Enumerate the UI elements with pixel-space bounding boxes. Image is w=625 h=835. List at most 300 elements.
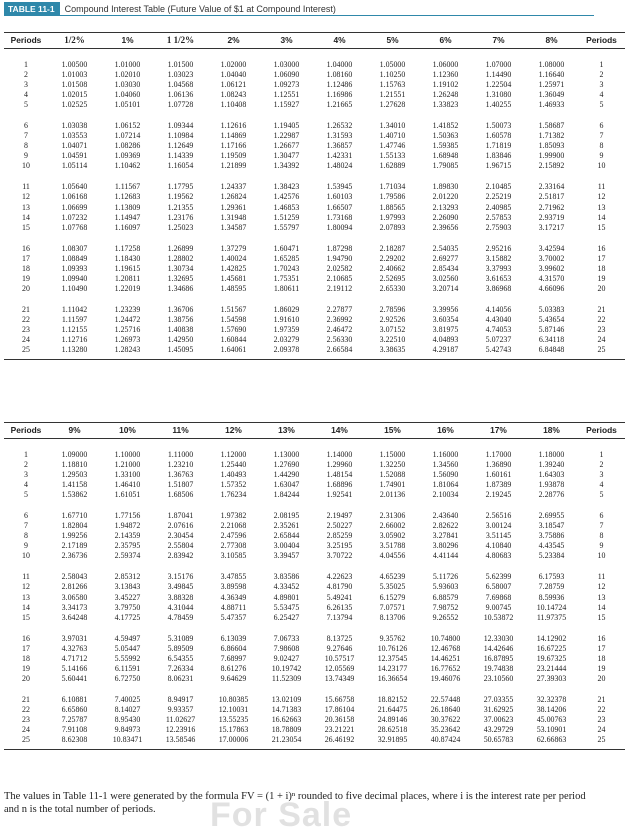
value-cell: 1.17795 <box>167 182 194 192</box>
value-cell: 1.31948 <box>220 212 247 222</box>
value-cell: 10.76126 <box>377 643 408 653</box>
value-cell: 1.83846 <box>485 151 512 161</box>
value-cell: 1.70243 <box>273 263 300 273</box>
value-cell: 45.00763 <box>536 715 567 725</box>
period-cell: 21 <box>597 304 606 314</box>
value-cell: 5.05447 <box>114 643 141 653</box>
value-cell: 1.23210 <box>167 459 194 469</box>
value-cell: 1.16097 <box>114 222 141 232</box>
rate-column-header: 1 1/2% <box>154 33 207 49</box>
value-cell: 4.32763 <box>61 643 88 653</box>
value-cell: 53.10901 <box>536 725 567 735</box>
period-cell: 10 <box>597 161 606 171</box>
value-cell: 1.52088 <box>379 469 406 479</box>
table-row <box>4 572 625 582</box>
value-cell: 1.19405 <box>273 121 300 131</box>
value-cell: 9.93357 <box>167 704 194 714</box>
value-cell: 8.59936 <box>538 592 565 602</box>
period-cell: 5 <box>599 490 604 500</box>
value-cell: 1.07214 <box>114 131 141 141</box>
value-cell: 9.26552 <box>432 612 459 622</box>
value-cell: 1.46853 <box>273 202 300 212</box>
table-row <box>4 80 625 90</box>
value-cell: 1.60161 <box>485 469 512 479</box>
period-cell: 9 <box>24 151 28 161</box>
value-cell: 1.71034 <box>379 182 406 192</box>
value-cell: 5.87146 <box>538 325 565 335</box>
value-cell: 1.29503 <box>61 469 88 479</box>
value-cell: 2.65844 <box>273 531 300 541</box>
value-cell: 1.21355 <box>167 202 194 212</box>
value-cell: 16.87895 <box>483 653 514 663</box>
period-cell: 2 <box>599 69 604 79</box>
value-cell: 1.19509 <box>220 151 247 161</box>
value-cell: 1.25023 <box>167 222 194 232</box>
value-cell: 11.97375 <box>536 612 567 622</box>
table-footnote: The values in Table 11-1 were generated by the formula FV = (1 + i)ⁿ rounded to five decimal places, where i is the interest rate per period and n is the total number of periods. <box>4 791 586 815</box>
period-cell: 12 <box>597 582 606 592</box>
value-cell: 1.87389 <box>485 480 512 490</box>
value-cell: 3.18547 <box>538 521 565 531</box>
value-cell: 2.10034 <box>432 490 459 500</box>
value-cell: 1.01508 <box>61 79 88 89</box>
value-cell: 1.23239 <box>114 304 141 314</box>
period-cell: 9 <box>599 541 604 551</box>
value-cell: 24.89146 <box>377 715 408 725</box>
period-cell: 21 <box>597 694 606 704</box>
value-cell: 12.23916 <box>165 725 196 735</box>
value-cell: 4.29187 <box>432 345 459 355</box>
value-cell: 1.37279 <box>220 243 247 253</box>
value-cell: 1.14339 <box>167 151 194 161</box>
value-cell: 2.26090 <box>432 212 459 222</box>
value-cell: 5.14166 <box>61 663 88 673</box>
table-row <box>4 223 625 233</box>
value-cell: 1.46410 <box>114 480 141 490</box>
spacer-cell <box>4 49 625 60</box>
value-cell: 3.81975 <box>432 325 459 335</box>
value-cell: 3.70002 <box>538 253 565 263</box>
value-cell: 1.02525 <box>61 100 88 110</box>
value-cell: 6.88579 <box>432 592 459 602</box>
value-cell: 1.24472 <box>114 314 141 324</box>
group-spacer <box>4 684 625 695</box>
value-cell: 9.84973 <box>114 725 141 735</box>
value-cell: 2.66584 <box>326 345 353 355</box>
period-cell: 23 <box>22 325 30 335</box>
value-cell: 2.85434 <box>432 263 459 273</box>
value-cell: 1.76234 <box>220 490 247 500</box>
value-cell: 1.16640 <box>538 69 565 79</box>
value-cell: 5.07237 <box>485 335 512 345</box>
value-cell: 9.00745 <box>485 602 512 612</box>
period-cell: 22 <box>22 704 30 714</box>
value-cell: 1.55133 <box>379 151 406 161</box>
table-row <box>4 541 625 551</box>
period-cell: 7 <box>24 521 28 531</box>
period-cell: 16 <box>597 243 606 253</box>
value-cell: 1.75351 <box>273 273 300 283</box>
value-cell: 3.39457 <box>273 551 300 561</box>
value-cell: 3.00404 <box>273 541 300 551</box>
period-cell: 10 <box>22 551 30 561</box>
value-cell: 9.27646 <box>326 643 353 653</box>
value-cell: 1.23176 <box>167 212 194 222</box>
value-cell: 1.05640 <box>61 182 88 192</box>
value-cell: 1.22019 <box>114 283 141 293</box>
value-cell: 27.39303 <box>536 673 567 683</box>
value-cell: 37.00623 <box>483 715 514 725</box>
value-cell: 1.27690 <box>273 459 300 469</box>
value-cell: 7.13794 <box>326 612 353 622</box>
value-cell: 1.36706 <box>167 304 194 314</box>
value-cell: 1.59385 <box>432 141 459 151</box>
value-cell: 1.12155 <box>61 325 88 335</box>
value-cell: 1.38423 <box>273 182 300 192</box>
value-cell: 3.47855 <box>220 572 247 582</box>
value-cell: 1.41852 <box>432 121 459 131</box>
value-cell: 1.12683 <box>114 192 141 202</box>
value-cell: 14.23177 <box>377 663 408 673</box>
value-cell: 5.62399 <box>485 572 512 582</box>
value-cell: 1.60471 <box>273 243 300 253</box>
period-cell: 12 <box>22 582 30 592</box>
table-row <box>4 264 625 274</box>
value-cell: 1.36763 <box>167 469 194 479</box>
value-cell: 1.08243 <box>220 90 247 100</box>
period-cell: 11 <box>597 572 606 582</box>
value-cell: 17.86104 <box>324 704 355 714</box>
value-cell: 2.27877 <box>326 304 353 314</box>
period-cell: 15 <box>22 222 30 232</box>
period-cell: 1 <box>599 59 604 69</box>
value-cell: 3.75886 <box>538 531 565 541</box>
value-cell: 4.78459 <box>167 612 194 622</box>
value-cell: 14.42646 <box>483 643 514 653</box>
rate-column-header: 12% <box>207 423 260 439</box>
value-cell: 1.08849 <box>61 253 88 263</box>
value-cell: 1.41158 <box>61 480 88 490</box>
group-spacer <box>4 562 625 573</box>
period-cell: 15 <box>597 612 606 622</box>
value-cell: 1.10250 <box>379 69 406 79</box>
value-cell: 2.19497 <box>326 511 353 521</box>
rate-column-header: 9% <box>48 423 101 439</box>
value-cell: 10.74800 <box>430 633 461 643</box>
value-cell: 1.54598 <box>220 314 247 324</box>
value-cell: 1.09000 <box>61 449 88 459</box>
table-header-row <box>4 423 625 439</box>
period-cell: 11 <box>22 182 30 192</box>
value-cell: 2.55804 <box>167 541 194 551</box>
value-cell: 2.10685 <box>326 273 353 283</box>
value-cell: 19.74838 <box>483 663 514 673</box>
value-cell: 1.88565 <box>379 202 406 212</box>
value-cell: 7.91108 <box>61 725 88 735</box>
value-cell: 1.92541 <box>326 490 353 500</box>
table-row <box>4 284 625 294</box>
value-cell: 23.21444 <box>536 663 567 673</box>
value-cell: 1.04071 <box>61 141 88 151</box>
value-cell: 4.81790 <box>326 582 353 592</box>
value-cell: 1.07232 <box>61 212 88 222</box>
period-cell: 24 <box>597 335 606 345</box>
value-cell: 1.42331 <box>326 151 353 161</box>
value-cell: 1.96715 <box>485 161 512 171</box>
period-cell: 24 <box>22 335 30 345</box>
value-cell: 3.60354 <box>432 314 459 324</box>
rule-cell <box>4 745 625 750</box>
value-cell: 2.58043 <box>61 572 88 582</box>
value-cell: 13.02109 <box>271 694 302 704</box>
period-cell: 22 <box>597 704 606 714</box>
table-row <box>4 70 625 80</box>
value-cell: 1.64303 <box>538 469 565 479</box>
table-row <box>4 593 625 603</box>
rate-column-header: 16% <box>419 423 472 439</box>
value-cell: 1.25440 <box>220 459 247 469</box>
value-cell: 1.22504 <box>485 79 512 89</box>
value-cell: 1.25971 <box>538 79 565 89</box>
value-cell: 1.40838 <box>167 325 194 335</box>
value-cell: 5.11726 <box>432 572 459 582</box>
value-cell: 3.79750 <box>114 602 141 612</box>
value-cell: 17.00006 <box>218 735 249 745</box>
value-cell: 1.39240 <box>538 459 565 469</box>
value-cell: 1.14869 <box>220 131 247 141</box>
value-cell: 1.06090 <box>273 69 300 79</box>
rate-column-header: 6% <box>419 33 472 49</box>
period-cell: 25 <box>597 345 606 355</box>
value-cell: 3.17217 <box>538 222 565 232</box>
value-cell: 9.35762 <box>379 633 406 643</box>
value-cell: 3.06580 <box>61 592 88 602</box>
value-cell: 3.86968 <box>485 283 512 293</box>
value-cell: 7.68997 <box>220 653 247 663</box>
table-row <box>4 213 625 223</box>
value-cell: 1.11567 <box>114 182 141 192</box>
period-cell: 23 <box>597 715 606 725</box>
value-cell: 1.28802 <box>167 253 194 263</box>
period-cell: 8 <box>599 141 604 151</box>
value-cell: 1.06699 <box>61 202 88 212</box>
value-cell: 2.21068 <box>220 521 247 531</box>
value-cell: 5.35025 <box>379 582 406 592</box>
spacer-cell <box>4 562 625 573</box>
value-cell: 4.31044 <box>167 602 194 612</box>
value-cell: 1.79586 <box>379 192 406 202</box>
value-cell: 13.74349 <box>324 673 355 683</box>
value-cell: 2.93719 <box>538 212 565 222</box>
value-cell: 32.32378 <box>536 694 567 704</box>
value-cell: 1.40493 <box>220 469 247 479</box>
value-cell: 6.15279 <box>379 592 406 602</box>
value-cell: 2.47596 <box>220 531 247 541</box>
value-cell: 1.16986 <box>326 90 353 100</box>
value-cell: 1.48154 <box>326 469 353 479</box>
value-cell: 1.51567 <box>220 304 247 314</box>
value-cell: 1.42576 <box>273 192 300 202</box>
value-cell: 19.46076 <box>430 673 461 683</box>
value-cell: 1.12716 <box>61 335 88 345</box>
value-cell: 4.31570 <box>538 273 565 283</box>
period-cell: 25 <box>22 735 30 745</box>
period-cell: 13 <box>22 202 30 212</box>
group-spacer <box>4 172 625 183</box>
value-cell: 2.18287 <box>379 243 406 253</box>
value-cell: 1.10490 <box>61 283 88 293</box>
spacer-cell <box>4 110 625 121</box>
value-cell: 2.71962 <box>538 202 565 212</box>
value-cell: 1.91610 <box>273 314 300 324</box>
value-cell: 1.21000 <box>114 459 141 469</box>
value-cell: 1.80094 <box>326 222 353 232</box>
value-cell: 3.51145 <box>485 531 512 541</box>
value-cell: 62.66863 <box>536 735 567 745</box>
value-cell: 2.95216 <box>485 243 512 253</box>
rate-column-header: 10% <box>101 423 154 439</box>
value-cell: 1.15000 <box>379 449 406 459</box>
table-row <box>4 531 625 541</box>
period-cell: 3 <box>24 79 28 89</box>
value-cell: 3.97031 <box>61 633 88 643</box>
value-cell: 1.97382 <box>220 511 247 521</box>
value-cell: 1.82804 <box>61 521 88 531</box>
table-bottom-rule <box>4 745 625 750</box>
table-row <box>4 151 625 161</box>
value-cell: 2.75903 <box>485 222 512 232</box>
value-cell: 8.62308 <box>61 735 88 745</box>
value-cell: 8.95430 <box>114 715 141 725</box>
value-cell: 1.16000 <box>432 449 459 459</box>
value-cell: 1.05114 <box>61 161 88 171</box>
value-cell: 1.01003 <box>61 69 88 79</box>
value-cell: 7.40025 <box>114 694 141 704</box>
value-cell: 2.19112 <box>326 283 353 293</box>
value-cell: 1.12000 <box>220 449 247 459</box>
value-cell: 1.04568 <box>167 79 194 89</box>
period-cell: 4 <box>599 90 604 100</box>
value-cell: 1.06000 <box>432 59 459 69</box>
value-cell: 1.99900 <box>538 151 565 161</box>
period-cell: 14 <box>597 602 606 612</box>
table-row <box>4 254 625 264</box>
value-cell: 1.44290 <box>273 469 300 479</box>
table-body <box>4 49 625 360</box>
value-cell: 1.09273 <box>273 79 300 89</box>
value-cell: 1.03030 <box>114 79 141 89</box>
period-cell: 18 <box>597 263 606 273</box>
value-cell: 21.64475 <box>377 704 408 714</box>
value-cell: 2.43640 <box>432 511 459 521</box>
value-cell: 1.32695 <box>167 273 194 283</box>
value-cell: 1.89830 <box>432 182 459 192</box>
period-cell: 13 <box>22 592 30 602</box>
value-cell: 12.33030 <box>483 633 514 643</box>
value-cell: 1.94872 <box>114 521 141 531</box>
value-cell: 1.18430 <box>114 253 141 263</box>
table-row <box>4 203 625 213</box>
value-cell: 1.12616 <box>220 121 247 131</box>
spacer-cell <box>4 623 625 634</box>
value-cell: 3.39956 <box>432 304 459 314</box>
value-cell: 1.01000 <box>114 59 141 69</box>
value-cell: 1.53862 <box>61 490 88 500</box>
value-cell: 2.56330 <box>326 335 353 345</box>
table-header <box>4 2 594 16</box>
value-cell: 2.66002 <box>379 521 406 531</box>
period-cell: 1 <box>24 449 28 459</box>
value-cell: 1.65285 <box>273 253 300 263</box>
value-cell: 1.27628 <box>379 100 406 110</box>
value-cell: 6.25427 <box>273 612 300 622</box>
table-row <box>4 161 625 171</box>
value-cell: 2.13293 <box>432 202 459 212</box>
value-cell: 1.57352 <box>220 480 247 490</box>
value-cell: 1.40710 <box>379 131 406 141</box>
value-cell: 2.08195 <box>273 511 300 521</box>
value-cell: 2.07616 <box>167 521 194 531</box>
value-cell: 3.88328 <box>167 592 194 602</box>
value-cell: 15.17863 <box>218 725 249 735</box>
value-cell: 7.25787 <box>61 715 88 725</box>
value-cell: 6.26135 <box>326 602 353 612</box>
value-cell: 4.66096 <box>538 283 565 293</box>
periods-column-header: Periods <box>4 33 48 49</box>
value-cell: 7.26334 <box>167 663 194 673</box>
rate-column-header: 13% <box>260 423 313 439</box>
rate-column-header: 1/2% <box>48 33 101 49</box>
value-cell: 1.56090 <box>432 469 459 479</box>
value-cell: 1.97993 <box>379 212 406 222</box>
value-cell: 18.78809 <box>271 725 302 735</box>
value-cell: 1.04060 <box>114 90 141 100</box>
rate-column-header: 3% <box>260 33 313 49</box>
value-cell: 1.36857 <box>326 141 353 151</box>
value-cell: 2.65330 <box>379 283 406 293</box>
period-cell: 24 <box>22 725 30 735</box>
value-cell: 2.15892 <box>538 161 565 171</box>
value-cell: 1.51259 <box>273 212 300 222</box>
period-cell: 18 <box>22 263 30 273</box>
value-cell: 3.49845 <box>167 582 194 592</box>
value-cell: 22.57448 <box>430 694 461 704</box>
value-cell: 8.13706 <box>379 612 406 622</box>
value-cell: 1.17166 <box>220 141 247 151</box>
table-row <box>4 60 625 70</box>
value-cell: 1.26532 <box>326 121 353 131</box>
value-cell: 3.51788 <box>379 541 406 551</box>
value-cell: 2.59374 <box>114 551 141 561</box>
value-cell: 1.40255 <box>485 100 512 110</box>
value-cell: 1.36049 <box>538 90 565 100</box>
spacer-cell <box>4 233 625 244</box>
value-cell: 7.98608 <box>273 643 300 653</box>
table-row <box>4 100 625 110</box>
period-cell: 16 <box>597 633 606 643</box>
value-cell: 1.48024 <box>326 161 353 171</box>
table-title: Compound Interest Table (Future Value of $1 at Compound Interest) <box>64 3 336 14</box>
value-cell: 12.46768 <box>430 643 461 653</box>
value-cell: 1.30734 <box>167 263 194 273</box>
value-cell: 6.34118 <box>538 335 565 345</box>
value-cell: 1.53945 <box>326 182 353 192</box>
value-cell: 6.10881 <box>61 694 88 704</box>
rate-column-header: 2% <box>207 33 260 49</box>
rate-column-header: 14% <box>313 423 366 439</box>
value-cell: 1.12360 <box>432 69 459 79</box>
value-cell: 7.69868 <box>485 592 512 602</box>
